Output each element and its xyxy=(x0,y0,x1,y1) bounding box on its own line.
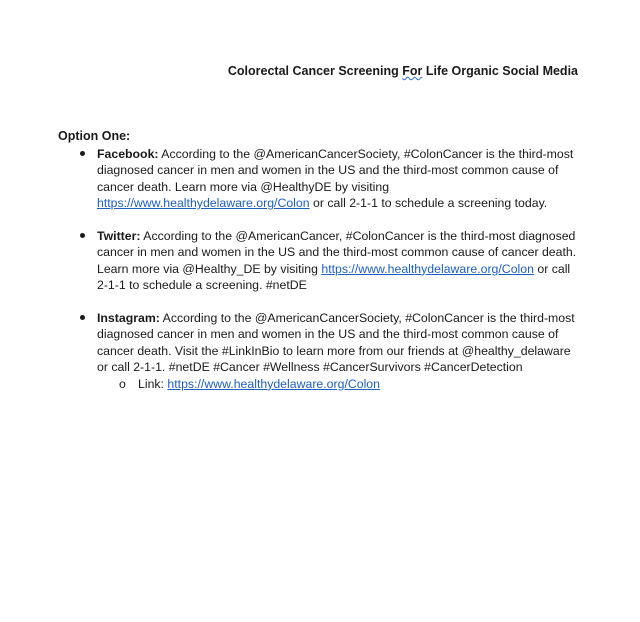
instagram-post-text: According to the @AmericanCancerSociety, #ColonCancer is the third-most diagnosed cancer in men and women in the US and the third-most common cause of cancer death. Visit the #LinkInBio to learn more from our friends at @healthy_delaware or call 2-1-1. #netDE #Cancer #Wellness #CancerSurvivors #CancerDetection xyxy=(97,311,575,375)
facebook-post-text: According to the @AmericanCancerSociety, #ColonCancer is the third-most diagnosed cancer in men and women in the US and the third-most common cause of cancer death. Learn more via @HealthyDE by visiting xyxy=(97,147,574,194)
facebook-post-text-end: or call 2-1-1 to schedule a screening today. xyxy=(309,196,548,211)
sub-item-label: Link: xyxy=(138,376,168,391)
platform-label-twitter: Twitter: xyxy=(97,229,141,244)
twitter-post-text-end: or call 2-1-1 to schedule a screening. #netDE xyxy=(97,261,571,293)
instagram-post xyxy=(97,310,583,392)
title-part-1: Colorectal Cancer Screening xyxy=(227,64,403,78)
twitter-post-text: According to the @AmericanCancer, #ColonCancer is the third-most diagnosed cancer in men and women in the US and the third-most common cause of cancer death. Learn more via @Healthy_DE by visiting xyxy=(97,229,577,276)
post-list xyxy=(97,146,583,408)
facebook-post xyxy=(97,146,583,212)
title-part-2: Life Organic Social Media xyxy=(422,64,578,78)
instagram-sub-item xyxy=(97,376,583,392)
platform-label-instagram: Instagram: xyxy=(97,311,160,326)
facebook-post-link[interactable]: https://www.healthydelaware.org/Colon xyxy=(97,196,310,211)
title-underlined-word: For xyxy=(402,64,423,78)
sub-bullet-circle: o xyxy=(119,376,126,391)
platform-label-facebook: Facebook: xyxy=(97,147,159,161)
twitter-post xyxy=(97,228,583,294)
twitter-post-link[interactable]: https://www.healthydelaware.org/Colon xyxy=(321,261,534,276)
option-heading: Option One: xyxy=(58,129,131,143)
document-title xyxy=(228,64,578,78)
instagram-post-link[interactable]: https://www.healthydelaware.org/Colon xyxy=(167,376,380,391)
